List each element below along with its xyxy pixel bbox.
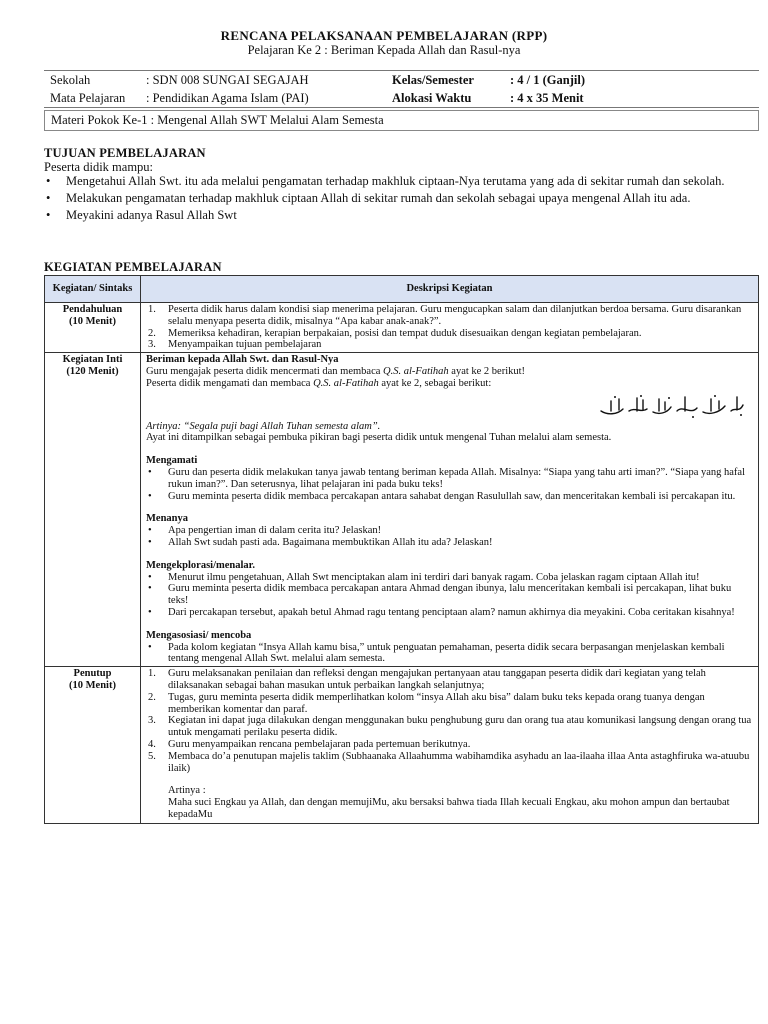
subject-label: Mata Pelajaran [50,91,126,105]
phase-time: (120 Menit) [66,365,119,377]
list-item [44,174,764,188]
list-item [146,491,753,503]
kegiatan-table [44,275,759,824]
penutup-steps [146,668,753,774]
surah-ref: Q.S. al-Fatihah [383,365,449,377]
table-row-pendahuluan [45,303,759,353]
table-row-inti [45,353,759,667]
list-item: 4. Guru menyampaikan rencana pembelajaran pada pertemuan berikutnya. [148,738,471,750]
bullet-icon: • [148,525,152,537]
step-text: Memeriksa kehadiran, kerapian berpakaian, posisi dan tempat duduk disesuaikan dengan kegiatan pembelajaran. [168,327,642,339]
description-cell [141,667,759,824]
step-text: Guru menyampaikan rencana pembelajaran pada pertemuan berikutnya. [168,738,471,750]
inti-subtitle: Beriman kepada Allah Swt. dan Rasul-Nya [146,354,339,366]
phase-name: Penutup [73,668,112,680]
list-item: 3. Menyampaikan tujuan pembelajaran [148,339,322,351]
list-item [44,208,764,222]
step-text: Kegiatan ini dapat juga dilakukan dengan menggunakan buku penghubung guru dan orang tua atau komunikasi langsung dengan orang tua untuk mengamati perilaku peserta didik. [168,715,752,739]
asosiasi-heading: Mengasosiasi/ mencoba [146,629,252,641]
list-item-text: Dari percakapan tersebut, apakah betul Ahmad ragu tentang penciptaan alam? namun akhirnya dia meyakini. Coba ceritakan kisahnya! [168,606,735,618]
list-item [146,642,753,666]
phase-cell [45,353,141,667]
time-label: Alokasi Waktu [392,91,472,105]
info-row-subject [44,89,759,107]
bullet-icon: • [46,174,51,188]
tujuan-heading: TUJUAN PEMBELAJARAN [44,146,206,160]
asosiasi-list [146,642,753,666]
text-part: ayat ke 2 berikut! [448,365,526,377]
list-item: 2. Memeriksa kehadiran, kerapian berpakaian, posisi dan tempat duduk disesuaikan dengan kegiatan pembelajaran. [148,327,642,339]
list-item-text: Guru meminta peserta didik membaca percakapan antara sahabat dengan Rasulullah saw, dan menceritakan kembali isi percakapan itu. [168,490,736,502]
list-item-text: Menurut ilmu pengetahuan, Allah Swt menciptakan alam ini terdiri dari banyak ragam. Coba jelaskan ragam ciptaan Allah itu! [168,571,700,583]
list-item-text: Guru meminta peserta didik membaca percakapan antara Ahmad dengan ibunya, lalu menceritakan kembali isi percakapan, lihat buku teks! [168,583,732,607]
arabic-verse-image [146,393,753,419]
list-item-text: Pada kolom kegiatan “Insya Allah kamu bisa,” untuk penguatan pemahaman, peserta didik secara berpasangan menjelaskan kembali tentang mengenal Allah Swt. melalui alam semesta. [168,641,725,665]
bullet-icon: • [148,571,152,583]
list-item [146,572,753,584]
materi-box [44,110,759,131]
phase-time: (10 Menit) [69,679,116,691]
list-item [146,607,753,619]
list-item-text: Melakukan pengamatan terhadap makhluk ciptaan Allah di sekitar rumah dan sekolah sebagai upaya mengenal Allah itu ada. [66,191,691,205]
list-item-text: Meyakini adanya Rasul Allah Swt [66,208,237,222]
school-value: : SDN 008 SUNGAI SEGAJAH [146,73,309,87]
tujuan-list [44,174,764,222]
tujuan-lead: Peserta didik mampu: [44,160,154,174]
text-part: Peserta didik mengamati dan membaca [146,377,314,389]
inti-line-2 [146,378,753,390]
penutup-artinya-label: Artinya : [168,785,206,797]
list-item: 5. Membaca do’a penutupan majelis taklim (Subhaanaka Allaahumma wabihamdika asyhadu an laa-ilaaha illaa Anta astaghfiruka wa-atuubu ilaik) [148,750,750,774]
subject-value: : Pendidikan Agama Islam (PAI) [146,91,309,105]
bullet-icon: • [148,536,152,548]
table-header-row [45,276,759,303]
bullet-icon: • [148,466,152,478]
bullet-icon: • [46,208,51,222]
list-item: 1. Peserta didik harus dalam kondisi siap menerima pelajaran. Guru mengucapkan salam dan dilanjutkan berdoa bersama. Guru disarankan selalu menyapa peserta didik, misalnya “Apa kabar anak-anak?”. [148,304,742,327]
surah-ref: Q.S. al-Fatihah [313,377,379,389]
class-label: Kelas/Semester [392,73,474,87]
list-item [146,537,753,549]
step-text: Tugas, guru meminta peserta didik memperlihatkan kolom “insya Allah aku bisa” dalam buku teks kepada orang tuanya dengan memberikan komentar dan paraf. [168,691,705,715]
arabic-calligraphy-icon [597,393,747,419]
step-text: Menyampaikan tujuan pembelajaran [168,339,322,351]
class-value: : 4 / 1 (Ganjil) [510,73,585,87]
description-cell [141,303,759,353]
menanya-heading: Menanya [146,513,188,525]
school-label: Sekolah [50,73,91,87]
eksplorasi-list [146,572,753,619]
list-item [146,467,753,491]
document-subtitle: Pelajaran Ke 2 : Beriman Kepada Allah dan Rasul-nya [247,43,521,57]
bullet-icon: • [148,606,152,618]
document-title: RENCANA PELAKSANAAN PEMBELAJARAN (RPP) [220,28,548,43]
list-item-text: Guru dan peserta didik melakukan tanya jawab tentang beriman kepada Allah. Misalnya: “Siapa yang tahu arti iman?”. “Siapa yang hafal rukun iman?”. Dan seterusnya, lihat pelajaran ini pada buku teks! [168,466,746,490]
bullet-icon: • [148,641,152,653]
description-cell [141,353,759,667]
kegiatan-heading: KEGIATAN PEMBELAJARAN [44,260,222,274]
step-text: Peserta didik harus dalam kondisi siap menerima pelajaran. Guru mengucapkan salam dan dilanjutkan berdoa bersama. Guru disarankan selalu menyapa peserta didik, misalnya “Apa kabar anak-anak?”. [168,304,742,327]
artinya-text: Artinya: “Segala puji bagi Allah Tuhan semesta alam”. [146,420,381,432]
phase-name: Kegiatan Inti [62,354,123,366]
menanya-list [146,525,753,549]
list-item [44,191,764,205]
phase-time: (10 Menit) [69,315,116,327]
bullet-icon: • [148,490,152,502]
materi-text: Materi Pokok Ke-1 : Mengenal Allah SWT Melalui Alam Semesta [51,113,384,127]
list-item [146,583,753,607]
list-item-text: Mengetahui Allah Swt. itu ada melalui pengamatan terhadap makhluk ciptaan-Nya terutama yang ada di sekitar rumah dan sekolah. [66,174,725,188]
list-item [146,525,753,537]
col-header-kegiatan: Kegiatan/ Sintaks [45,276,141,303]
eksplorasi-heading: Mengekplorasi/menalar. [146,559,255,571]
mengamati-list [146,467,753,502]
tujuan-section [44,160,764,225]
time-value: : 4 x 35 Menit [510,91,584,105]
identity-box [44,70,759,108]
penutup-artinya-text: Maha suci Engkau ya Allah, dan dengan memujiMu, aku bersaksi bahwa tiada Illah kecuali Engkau, aku mohon ampun dan bertaubat kepadaMu [168,797,730,820]
mengamati-heading: Mengamati [146,455,198,467]
col-header-deskripsi: Deskripsi Kegiatan [141,276,759,303]
step-text: Membaca do’a penutupan majelis taklim (Subhaanaka Allaahumma wabihamdika asyhadu an laa-ilaaha illaa Anta astaghfiruka wa-atuubu ilaik) [168,750,750,774]
list-item-text: Apa pengertian iman di dalam cerita itu? Jelaskan! [168,525,382,537]
inti-line-1 [146,366,753,378]
step-text: Guru melaksanakan penilaian dan refleksi dengan mengajukan pertanyaan atau tanggapan peserta didik dari kegiatan yang telah dilaksanakan sebagai bahan masukan untuk perbaikan langkah selanjutnya; [168,668,706,691]
table-row-penutup [45,667,759,824]
phase-name: Pendahuluan [62,304,123,315]
phase-cell [45,303,141,353]
text-part: ayat ke 2, sebagai berikut: [378,377,492,389]
info-row-school [44,71,759,89]
list-item: 2. Tugas, guru meminta peserta didik memperlihatkan kolom “insya Allah aku bisa” dalam buku teks kepada orang tuanya dengan memberikan komentar dan paraf. [148,691,705,715]
list-item: 3. Kegiatan ini dapat juga dilakukan dengan menggunakan buku penghubung guru dan orang tua atau komunikasi langsung dengan orang tua untuk mengamati perilaku peserta didik. [148,715,752,739]
list-item-text: Allah Swt sudah pasti ada. Bagaimana membuktikan Allah itu ada? Jelaskan! [168,536,493,548]
bullet-icon: • [46,191,51,205]
text-part: Guru mengajak peserta didik mencermati dan membaca [146,365,384,377]
pendahuluan-steps [146,304,753,351]
ayat-note: Ayat ini ditampilkan sebagai pembuka pikiran bagi peserta didik untuk mengenal Tuhan melalui alam semesta. [146,432,612,444]
phase-cell [45,667,141,824]
list-item: 1. Guru melaksanakan penilaian dan refleksi dengan mengajukan pertanyaan atau tanggapan peserta didik dari kegiatan yang telah dilaksanakan sebagai bahan masukan untuk perbaikan langkah selanjutnya; [148,668,706,691]
bullet-icon: • [148,583,152,595]
